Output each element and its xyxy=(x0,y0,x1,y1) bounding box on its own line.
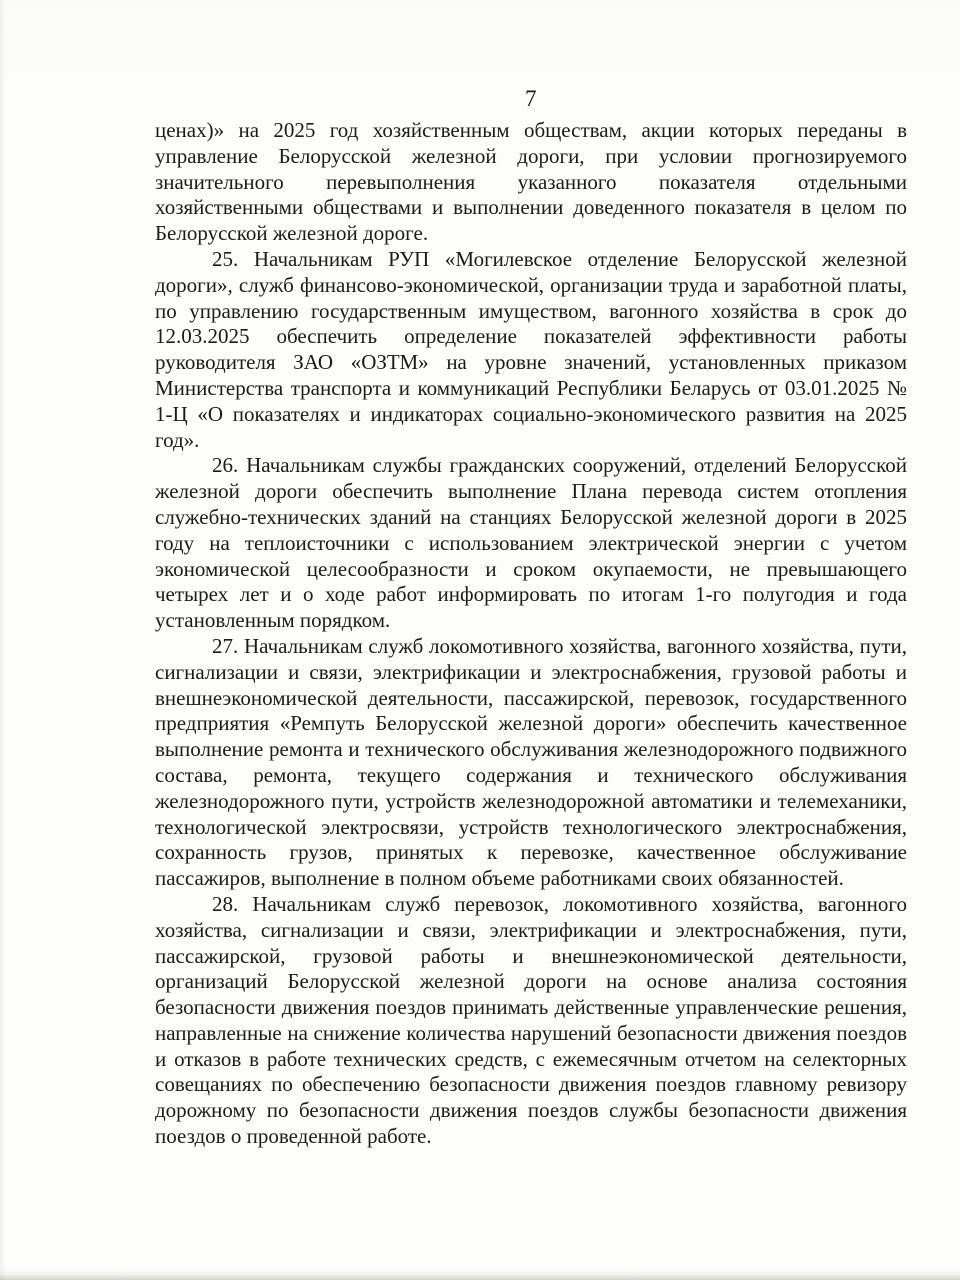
paragraph: 28. Начальникам служб перевозок, локомотивного хозяйства, вагонного хозяйства, сигнализации и связи, электрификации и электроснабжения, пути, пассажирской, грузовой работы и внешнеэкономической деятельности, организаций Белорусской железной дороги на основе анализа состояния безопасности движения поездов принимать действенные управленческие решения, направленные на снижение количества нарушений безопасности движения поездов и отказов в работе технических средств, с ежемесячным отчетом на селекторных совещаниях по обеспечению безопасности движения поездов главному ревизору дорожному по безопасности движения поездов службы безопасности движения поездов о проведенной работе. xyxy=(155,891,907,1149)
paragraph: ценах)» на 2025 год хозяйственным обществам, акции которых переданы в управление Белорусской железной дороги, при условии прогнозируемого значительного перевыполнения указанного показателя отдельными хозяйственными обществами и выполнении доведенного показателя в целом по Белорусской железной дороге. xyxy=(155,118,907,246)
paragraph: 25. Начальникам РУП «Могилевское отделение Белорусской железной дороги», служб финансово-экономической, организации труда и заработной платы, по управлению государственным имуществом, вагонного хозяйства в срок до 12.03.2025 обеспечить определение показателей эффективности работы руководителя ЗАО «ОЗТМ» на уровне значений, установленных приказом Министерства транспорта и коммуникаций Республики Беларусь от 03.01.2025 № 1-Ц «О показателях и индикаторах социально-экономического развития на 2025 год». xyxy=(155,246,907,452)
paragraph: 27. Начальникам служб локомотивного хозяйства, вагонного хозяйства, пути, сигнализации и связи, электрификации и электроснабжения, грузовой работы и внешнеэкономической деятельности, пассажирской, перевозок, государственного предприятия «Ремпуть Белорусской железной дороги» обеспечить качественное выполнение ремонта и технического обслуживания железнодорожного подвижного состава, ремонта, текущего содержания и технического обслуживания железнодорожного пути, устройств железнодорожной автоматики и телемеханики, технологической электросвязи, устройств технологического электроснабжения, сохранность грузов, принятых к перевозке, качественное обслуживание пассажиров, выполнение в полном объеме работниками своих обязанностей. xyxy=(155,633,907,891)
scan-edge-bottom xyxy=(0,1268,960,1280)
scan-edge-left xyxy=(0,0,6,1280)
page-number: 7 xyxy=(525,86,537,111)
document-body xyxy=(155,118,907,1150)
paragraph: 26. Начальникам службы гражданских сооружений, отделений Белорусской железной дороги обеспечить выполнение Плана перевода систем отопления служебно-технических зданий на станциях Белорусской железной дороги в 2025 году на теплоисточники с использованием электрической энергии с учетом экономической целесообразности и сроком окупаемости, не превышающего четырех лет и о ходе работ информировать по итогам 1-го полугодия и года установленным порядком. xyxy=(155,453,907,633)
